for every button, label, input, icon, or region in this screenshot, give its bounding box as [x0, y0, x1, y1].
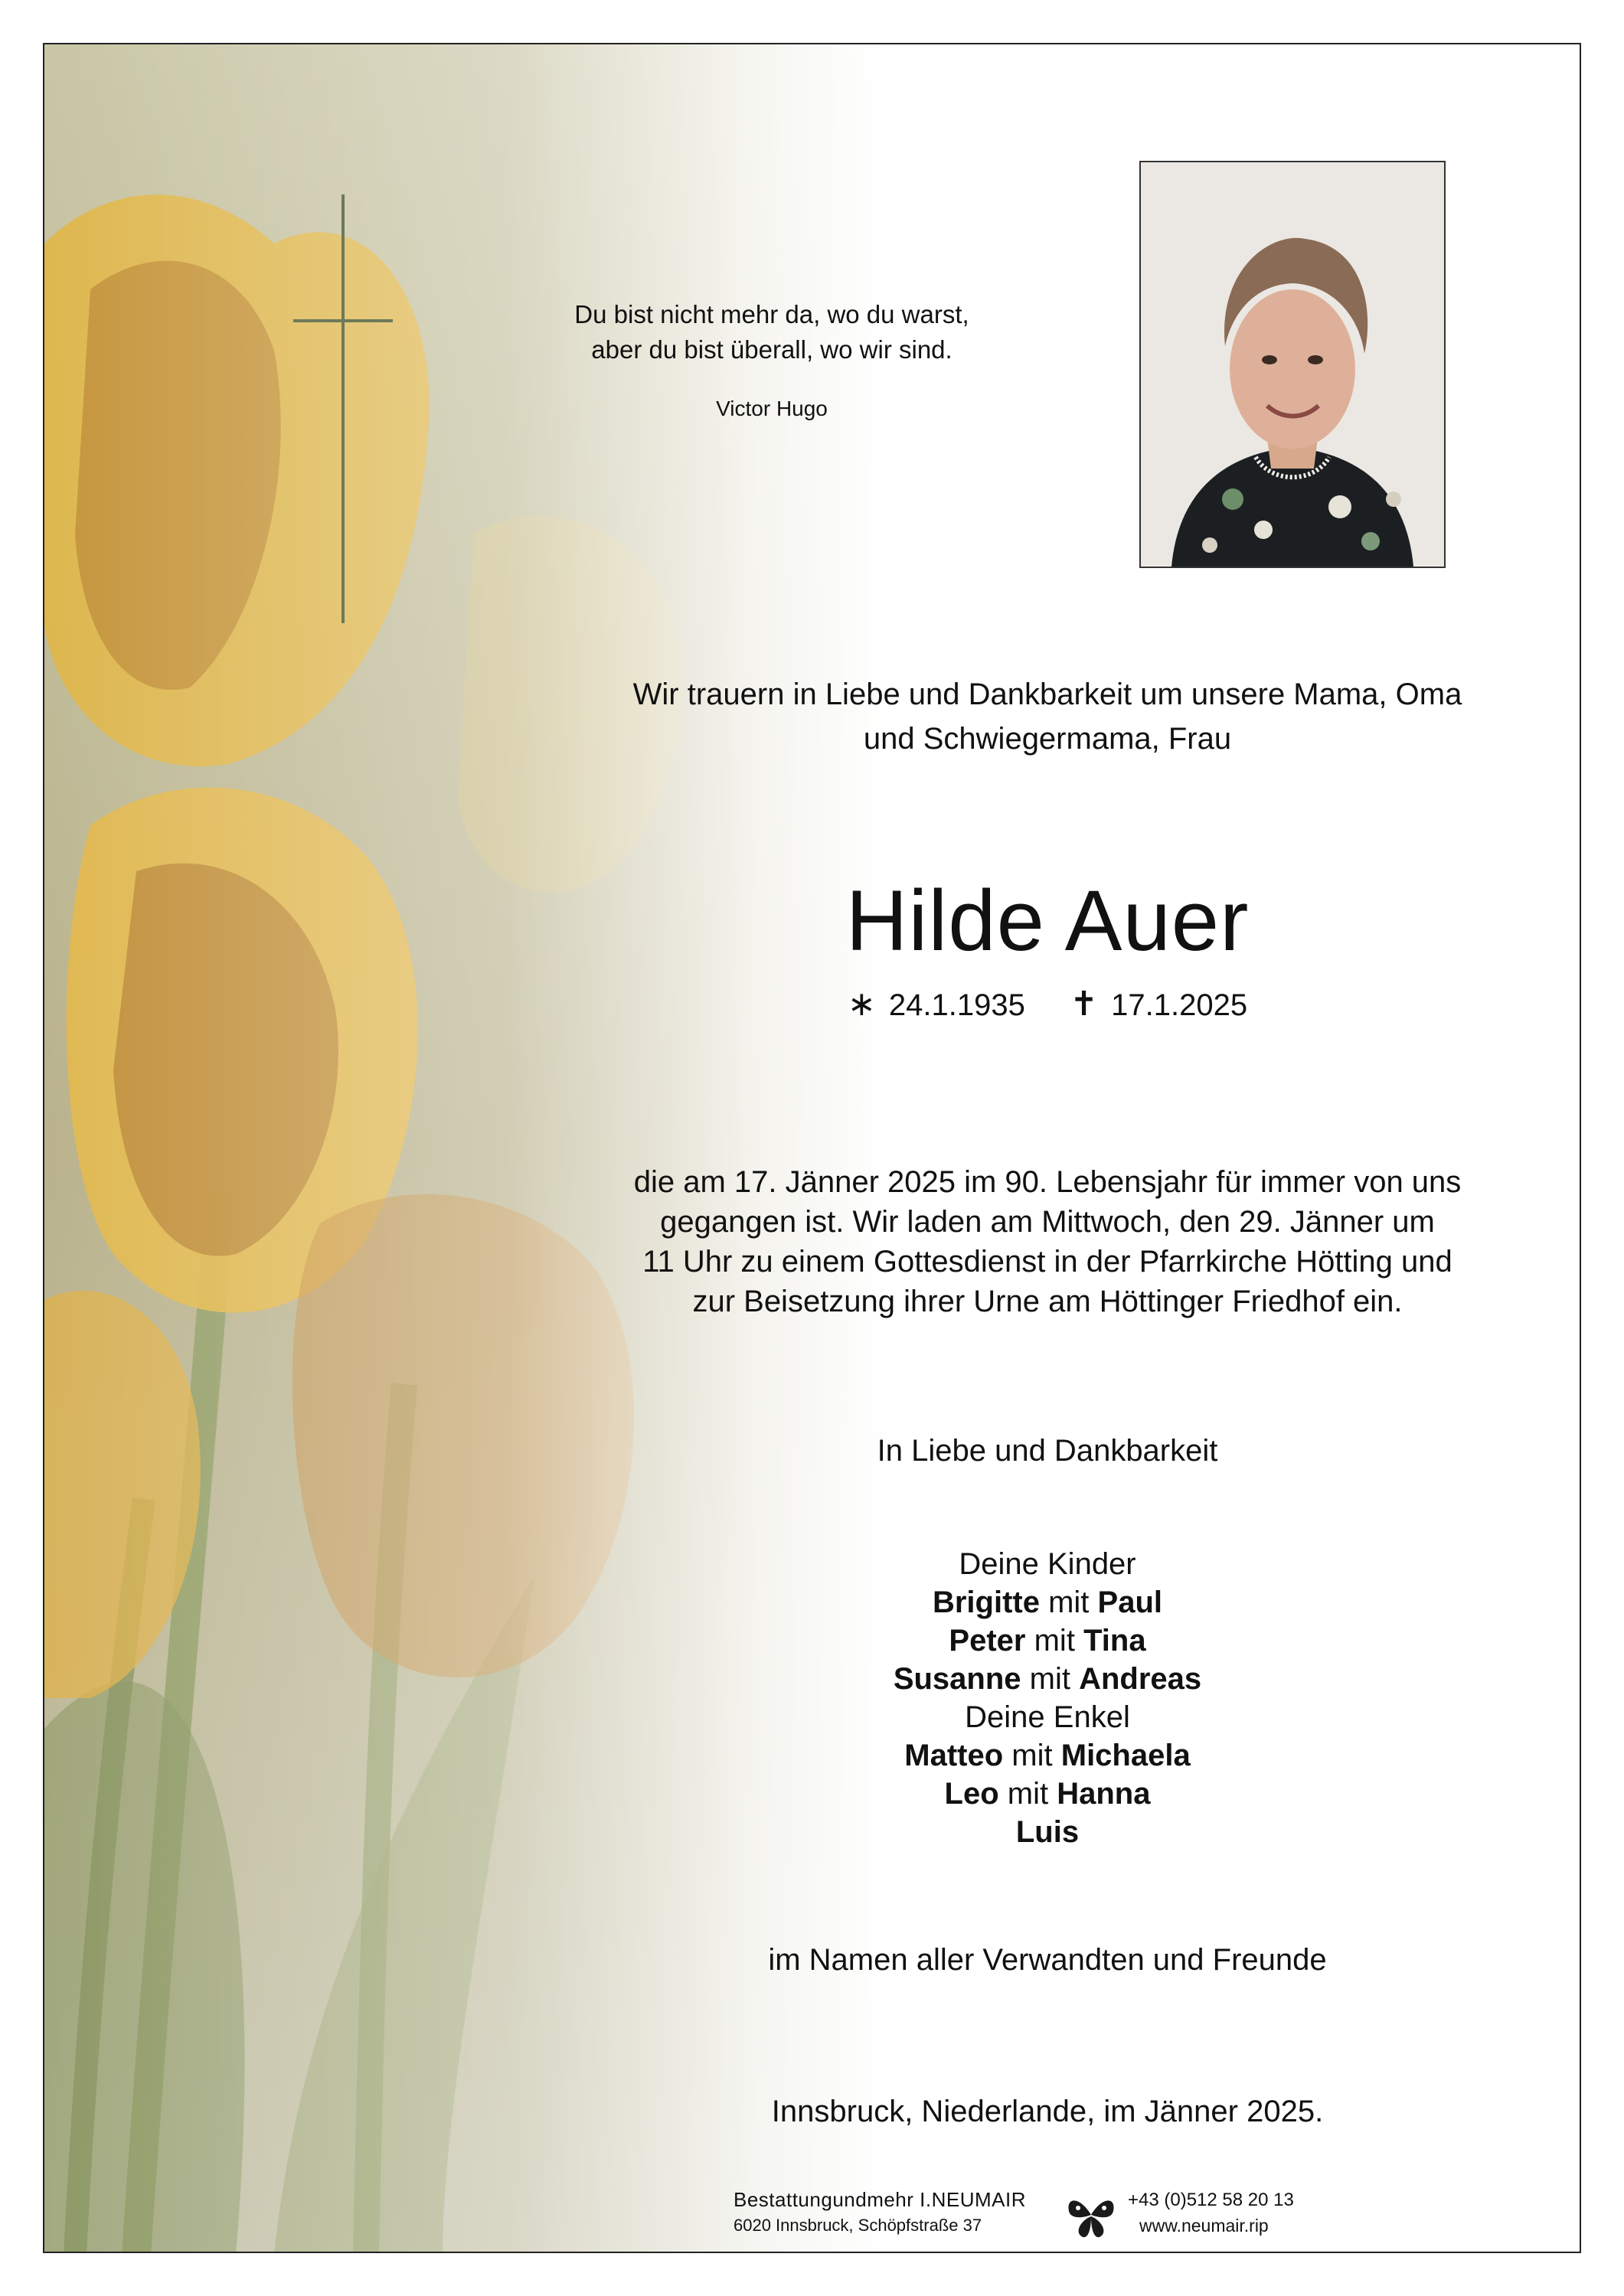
family-partner: Andreas: [1079, 1662, 1202, 1696]
relatives-line: im Namen aller Verwandten und Freunde: [768, 1943, 1327, 1977]
announcement-line-2: gegangen ist. Wir laden am Mittwoch, den 29. Jänner um: [660, 1205, 1435, 1239]
children-heading: Deine Kinder: [959, 1547, 1136, 1581]
announcement-line-4: zur Beisetzung ihrer Urne am Höttinger Friedhof ein.: [692, 1285, 1403, 1318]
funeral-announcement: [565, 1162, 1530, 1321]
grandchildren-heading: Deine Enkel: [965, 1700, 1130, 1734]
family-joiner: mit: [1011, 1739, 1053, 1772]
family-entry: [703, 1775, 1392, 1813]
funeral-home-website: www.neumair.rip: [1139, 2216, 1269, 2236]
deceased-name: Hilde Auer: [845, 873, 1250, 968]
family-joiner: mit: [1034, 1624, 1075, 1657]
family-partner: Michaela: [1060, 1739, 1191, 1772]
funeral-home-phone: +43 (0)512 58 20 13: [1128, 2190, 1294, 2210]
death-cross-icon: ✝: [1070, 985, 1098, 1023]
thanks-line: In Liebe und Dankbarkeit: [877, 1434, 1218, 1468]
quote-line-1: Du bist nicht mehr da, wo du warst,: [574, 300, 969, 328]
quote: [504, 297, 1040, 367]
family-joiner: mit: [1007, 1777, 1049, 1811]
cross-icon: [293, 194, 393, 623]
family-joiner: mit: [1048, 1586, 1090, 1619]
intro-line-2: und Schwiegermama, Frau: [863, 722, 1232, 756]
family-list: [703, 1545, 1392, 1851]
butterfly-logo-icon: [1064, 2188, 1118, 2242]
funeral-home-brand: Bestattungundmehr I.NEUMAIR: [734, 2188, 1026, 2211]
funeral-home-address: 6020 Innsbruck, Schöpfstraße 37: [734, 2216, 982, 2235]
family-member: Matteo: [904, 1739, 1004, 1772]
announcement-line-1: die am 17. Jänner 2025 im 90. Lebensjahr für immer von uns: [633, 1165, 1462, 1199]
birth-star-icon: ∗: [847, 985, 876, 1023]
parte-card: [43, 43, 1581, 2253]
family-joiner: mit: [1029, 1662, 1070, 1696]
family-member: Brigitte: [932, 1586, 1040, 1619]
funeral-home-footer: [734, 2188, 1346, 2242]
family-member: Susanne: [893, 1662, 1021, 1696]
birth-date: 24.1.1935: [888, 988, 1025, 1022]
place-date: Innsbruck, Niederlande, im Jänner 2025.: [771, 2095, 1324, 2128]
family-entry: [703, 1813, 1392, 1851]
family-partner: Tina: [1083, 1624, 1146, 1657]
life-dates: [626, 985, 1469, 1024]
intro-line-1: Wir trauern in Liebe und Dankbarkeit um unsere Mama, Oma: [632, 678, 1462, 711]
family-entry: [703, 1583, 1392, 1622]
mourning-intro: [550, 672, 1545, 761]
portrait-photo: [1139, 161, 1446, 568]
family-partner: Hanna: [1057, 1777, 1151, 1811]
family-entry: [703, 1622, 1392, 1660]
quote-line-2: aber du bist überall, wo wir sind.: [591, 335, 953, 364]
family-partner: Paul: [1097, 1586, 1163, 1619]
announcement-line-3: 11 Uhr zu einem Gottesdienst in der Pfarrkirche Hötting und: [642, 1245, 1452, 1279]
family-entry: [703, 1736, 1392, 1775]
quote-author: Victor Hugo: [716, 397, 828, 420]
family-entry: [703, 1660, 1392, 1698]
family-member: Peter: [949, 1624, 1026, 1657]
tulip-background-image: [44, 44, 887, 2253]
family-member: Leo: [944, 1777, 999, 1811]
portrait-image: [1141, 162, 1444, 567]
family-member: Luis: [1015, 1815, 1080, 1849]
death-date: 17.1.2025: [1111, 988, 1248, 1022]
